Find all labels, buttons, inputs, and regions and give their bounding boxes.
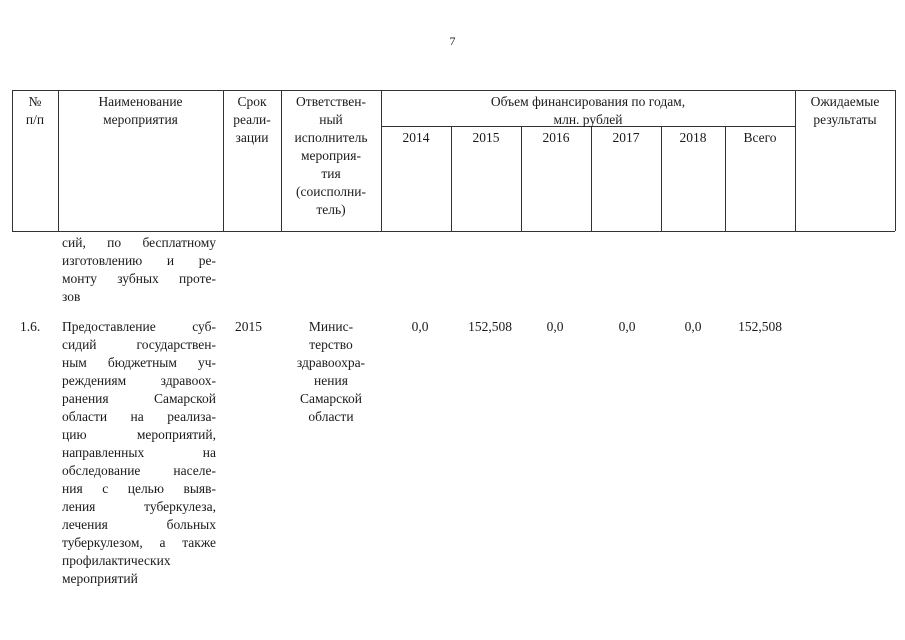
value-total: 152,508 bbox=[738, 319, 782, 334]
row-name bbox=[62, 318, 216, 588]
header-year-total: Всего bbox=[743, 130, 777, 145]
text-line: здравоохра- bbox=[296, 355, 366, 370]
header-year-2015: 2015 bbox=[472, 130, 500, 145]
header-num: № п/п bbox=[25, 94, 45, 127]
text-line: цию мероприятий, bbox=[62, 427, 216, 442]
text-line: ния с целью выяв- bbox=[62, 481, 216, 496]
header-term: Срок реали- зации bbox=[233, 94, 271, 145]
text-line: реждениям здравоох- bbox=[62, 373, 216, 388]
page-number: 7 bbox=[449, 34, 456, 48]
value-2018: 0,0 bbox=[684, 319, 702, 334]
text-line: монту зубных протe- bbox=[62, 271, 216, 286]
row-number: 1.6. bbox=[20, 319, 41, 334]
text-line: области на реализа- bbox=[62, 409, 216, 424]
text-line: ления туберкулеза, bbox=[62, 499, 216, 514]
header-funding: Объем финансирования по годам, млн. рублей bbox=[490, 94, 686, 127]
text-line: терство bbox=[309, 337, 353, 352]
text-line: Самарской bbox=[299, 391, 363, 406]
header-year-2014: 2014 bbox=[402, 130, 430, 145]
text-line: зов bbox=[62, 289, 81, 304]
text-line: профилактических bbox=[62, 553, 171, 568]
row-executor bbox=[281, 318, 381, 426]
header-executor: Ответствен- ный исполнитель мероприя- тия (соисполни- тель) bbox=[294, 94, 368, 217]
col-line bbox=[895, 90, 896, 231]
row-term: 2015 bbox=[235, 319, 262, 334]
header-bottom-border bbox=[12, 231, 895, 232]
continuation-text bbox=[62, 234, 216, 306]
header-year-2016: 2016 bbox=[542, 130, 570, 145]
text-line: направленных на bbox=[62, 445, 216, 460]
text-line: обследование населе- bbox=[62, 463, 216, 478]
header-year-2017: 2017 bbox=[612, 130, 640, 145]
text-line: ным бюджетным уч- bbox=[62, 355, 216, 370]
header-top-border bbox=[12, 90, 895, 91]
text-line: сий, по бесплатному bbox=[62, 235, 216, 250]
text-line: лечения больных bbox=[62, 517, 216, 532]
header-year-2018: 2018 bbox=[679, 130, 707, 145]
text-line: нения bbox=[314, 373, 348, 388]
text-line: области bbox=[308, 409, 354, 424]
text-line: ранения Самарской bbox=[62, 391, 216, 406]
text-line: мероприятий bbox=[62, 571, 138, 586]
text-line: сидий государствен- bbox=[62, 337, 216, 352]
value-2014: 0,0 bbox=[411, 319, 429, 334]
value-2015: 152,508 bbox=[468, 319, 512, 334]
text-line: Предоставление суб- bbox=[62, 319, 216, 334]
value-2017: 0,0 bbox=[618, 319, 636, 334]
text-line: Минис- bbox=[308, 319, 354, 334]
text-line: туберкулезом, а также bbox=[62, 535, 216, 550]
header-results: Ожидаемые результаты bbox=[810, 94, 880, 127]
value-2016: 0,0 bbox=[546, 319, 564, 334]
header-name: Наименование мероприятия bbox=[98, 94, 183, 127]
text-line: изготовлению и ре- bbox=[62, 253, 216, 268]
